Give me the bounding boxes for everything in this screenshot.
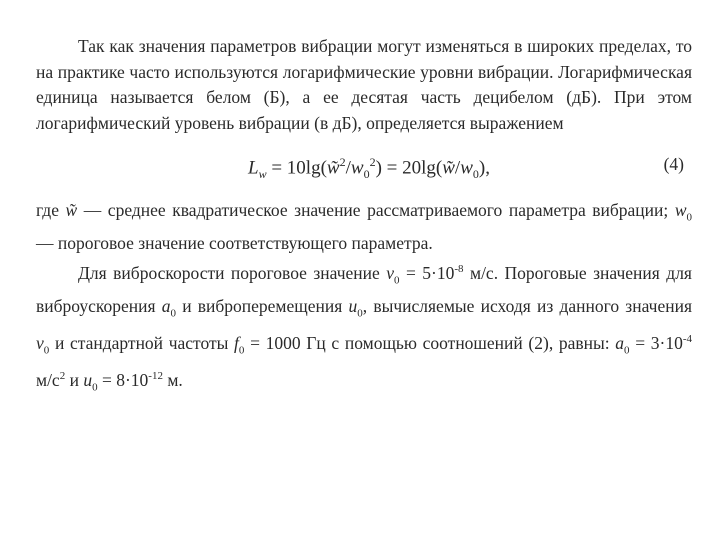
p3-u0-b: u xyxy=(83,369,93,390)
formula-w0-sub-2: 0 xyxy=(472,167,479,182)
p3-text-5: , вычисляемые исходя из данного значения xyxy=(362,295,692,316)
p3-f0: f xyxy=(234,332,239,353)
p3-exp-3: 2 xyxy=(59,370,66,382)
p3-v0: v xyxy=(386,262,395,283)
p2-w-tilde: w̃ xyxy=(65,200,78,221)
formula-end: ), xyxy=(478,157,490,179)
p3-text-10: и xyxy=(65,369,84,390)
formula-w-tilde: w̃ xyxy=(326,157,340,179)
formula-L-sub: w xyxy=(258,167,267,182)
p3-u0: u xyxy=(348,295,358,316)
p3-exp-2: -4 xyxy=(682,333,692,346)
p3-exp-4: -12 xyxy=(148,370,163,382)
p2-text-2: — среднее квадратическое значение рассматриваемого параметра вибрации; xyxy=(77,200,675,221)
p3-text-6: и стандартной частоты xyxy=(49,332,235,353)
p3-f0-sub: 0 xyxy=(238,344,245,357)
p3-text-9: м/с xyxy=(36,369,60,390)
p3-a0: a xyxy=(161,295,171,316)
p3-text-12: м. xyxy=(162,369,183,390)
formula-square-1: 2 xyxy=(339,155,346,170)
p3-text-3: м/с. Пороговые значения для виброускорения xyxy=(36,262,692,316)
p3-v0-sub: 0 xyxy=(394,274,400,287)
definition-paragraph xyxy=(36,198,692,257)
p3-text-7: = 1000 Гц с помощью соотношений (2), равны: xyxy=(244,332,616,353)
equation-number: (4) xyxy=(663,154,684,175)
formula-slash: / xyxy=(345,157,351,179)
formula-part-1: = 10lg( xyxy=(266,157,327,179)
p3-u0-b-sub: 0 xyxy=(92,381,98,394)
p3-v0-b-sub: 0 xyxy=(43,344,50,357)
p3-v0-b: v xyxy=(36,332,44,353)
formula-w-tilde-2: w̃ xyxy=(442,157,455,179)
p2-w0-sub: 0 xyxy=(686,211,692,224)
p3-exp-1: -8 xyxy=(454,263,464,276)
formula-square-2: 2 xyxy=(369,155,376,170)
formula-row xyxy=(36,144,692,192)
p3-a0-b-sub: 0 xyxy=(624,344,630,357)
p3-text-8: = 3·10 xyxy=(629,332,683,353)
p3-text-2: = 5·10 xyxy=(399,262,455,283)
threshold-paragraph xyxy=(36,257,692,401)
p2-text-1: где xyxy=(36,200,66,221)
formula-w0: w xyxy=(350,157,364,179)
p3-u0-sub: 0 xyxy=(357,307,363,320)
document-page xyxy=(36,34,692,401)
p3-text-11: = 8·10 xyxy=(97,369,149,390)
p3-a0-b: a xyxy=(615,332,625,353)
formula-part-2: ) = 20lg( xyxy=(375,157,443,179)
p3-a0-sub: 0 xyxy=(170,307,176,320)
formula-slash-2: / xyxy=(454,157,461,179)
intro-paragraph: Так как значения параметров вибрации могут изменяться в широких пределах, то на практике часто используются логарифмические уровни вибрации. Логарифмическая единица называется белом (Б), а ее десятая часть децибелом (дБ). При этом логарифмический уровень вибрации (в дБ), определяется выражением xyxy=(36,36,692,133)
p2-w0: w xyxy=(674,200,687,221)
formula-L: L xyxy=(248,157,259,179)
p3-text-1: Для виброскорости пороговое значение xyxy=(78,262,387,283)
p2-text-3: — пороговое значение соответствующего параметра. xyxy=(36,233,433,254)
formula-w0-sub: 0 xyxy=(363,167,370,182)
formula-4 xyxy=(248,150,490,188)
formula-w0-2: w xyxy=(460,157,473,179)
p3-text-4: и виброперемещения xyxy=(176,295,349,316)
